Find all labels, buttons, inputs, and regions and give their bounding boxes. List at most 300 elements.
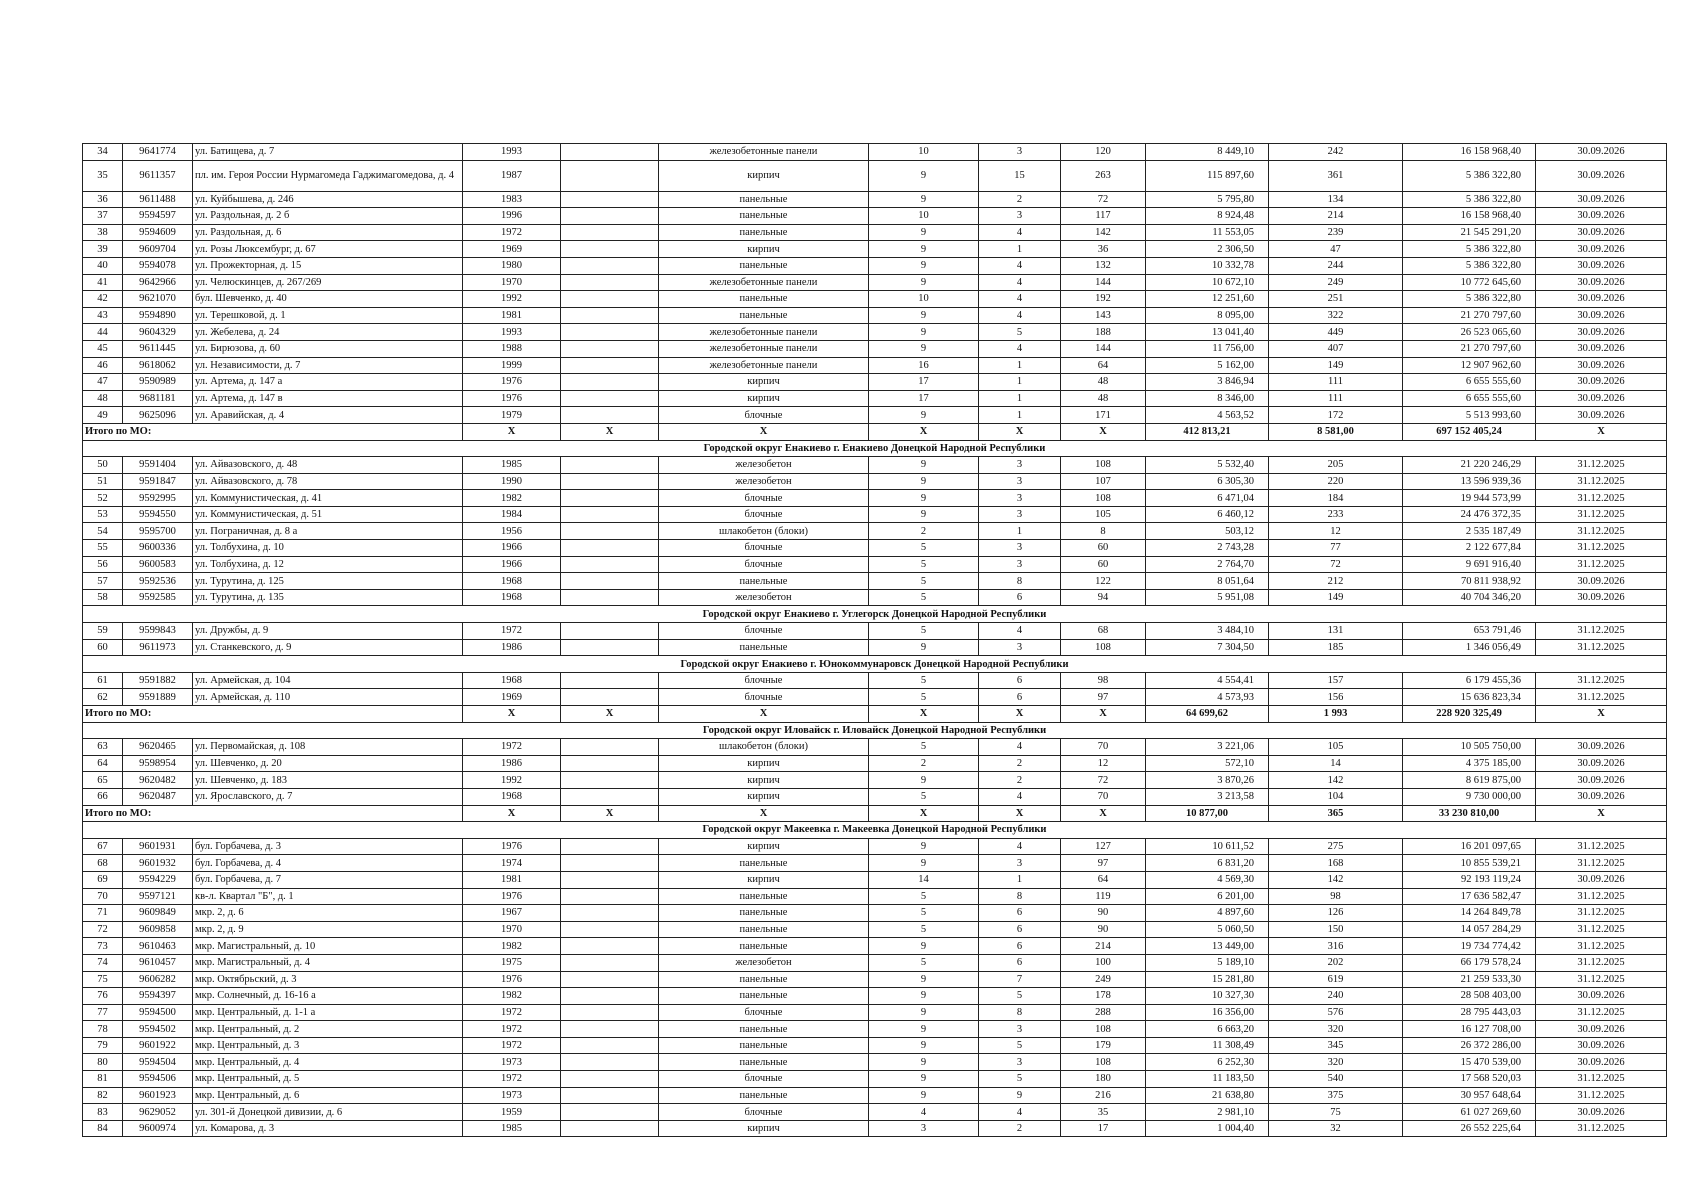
residents-cell: 150: [1269, 921, 1403, 938]
row-number-cell: 64: [83, 755, 123, 772]
floors-cell: 9: [869, 307, 979, 324]
year-built-cell: 1956: [463, 523, 561, 540]
floors-cell: 9: [869, 324, 979, 341]
entrances-cell: 2: [979, 755, 1061, 772]
cost-cell: 14 057 284,29: [1403, 921, 1536, 938]
wall-material-cell: железобетонные панели: [659, 144, 869, 161]
section-header-row: [83, 722, 1667, 739]
row-number-cell: 58: [83, 589, 123, 606]
address-cell: ул. Аравийская, д. 4: [193, 407, 463, 424]
floors-cell: 5: [869, 921, 979, 938]
wall-material-cell: блочные: [659, 1004, 869, 1021]
row-number-cell: 41: [83, 274, 123, 291]
cost-cell: 92 193 119,24: [1403, 871, 1536, 888]
area-cell: 2 981,10: [1146, 1104, 1269, 1121]
cost-cell: 15 470 539,00: [1403, 1054, 1536, 1071]
flats-cell: 97: [1061, 689, 1146, 706]
section-title: Городской округ Енакиево г. Енакиево Донецкой Народной Республики: [83, 440, 1667, 457]
table-row: [83, 888, 1667, 905]
residents-cell: 157: [1269, 672, 1403, 689]
area-cell: 115 897,60: [1146, 160, 1269, 191]
wall-material-cell: блочные: [659, 1104, 869, 1121]
wall-material-cell: кирпич: [659, 241, 869, 258]
address-cell: бул. Горбачева, д. 7: [193, 871, 463, 888]
table-row: [83, 971, 1667, 988]
address-cell: ул. Прожекторная, д. 15: [193, 257, 463, 274]
area-cell: 8 449,10: [1146, 144, 1269, 161]
table-row: [83, 1087, 1667, 1104]
floors-cell: 5: [869, 589, 979, 606]
empty-column-cell: [561, 490, 659, 507]
address-cell: ул. Айвазовского, д. 48: [193, 457, 463, 474]
wall-material-cell: панельные: [659, 855, 869, 872]
wall-material-cell: кирпич: [659, 772, 869, 789]
address-cell: ул. Артема, д. 147 а: [193, 374, 463, 391]
flats-cell: 122: [1061, 573, 1146, 590]
area-cell: 6 201,00: [1146, 888, 1269, 905]
floors-cell: 2: [869, 755, 979, 772]
year-built-cell: 1972: [463, 623, 561, 640]
cost-cell: 24 476 372,35: [1403, 506, 1536, 523]
wall-material-cell: панельные: [659, 1037, 869, 1054]
flats-cell: 97: [1061, 855, 1146, 872]
year-built-cell: 1992: [463, 291, 561, 308]
table-row: [83, 291, 1667, 308]
cost-cell: 26 372 286,00: [1403, 1037, 1536, 1054]
row-number-cell: 60: [83, 639, 123, 656]
table-row: [83, 224, 1667, 241]
floors-cell: 5: [869, 788, 979, 805]
residents-cell: 111: [1269, 374, 1403, 391]
building-code-cell: 9595700: [123, 523, 193, 540]
total-year-built-cell: X: [463, 423, 561, 440]
wall-material-cell: железобетон: [659, 457, 869, 474]
deadline-date-cell: 30.09.2026: [1536, 772, 1667, 789]
empty-column-cell: [561, 208, 659, 225]
entrances-cell: 5: [979, 1037, 1061, 1054]
empty-column-cell: [561, 324, 659, 341]
floors-cell: 5: [869, 540, 979, 557]
wall-material-cell: железобетонные панели: [659, 340, 869, 357]
cost-cell: 5 386 322,80: [1403, 191, 1536, 208]
residents-cell: 375: [1269, 1087, 1403, 1104]
deadline-date-cell: 30.09.2026: [1536, 573, 1667, 590]
total-empty-column-cell: X: [561, 805, 659, 822]
wall-material-cell: блочные: [659, 540, 869, 557]
entrances-cell: 6: [979, 672, 1061, 689]
floors-cell: 9: [869, 224, 979, 241]
empty-column-cell: [561, 788, 659, 805]
area-cell: 11 308,49: [1146, 1037, 1269, 1054]
table-row: [83, 871, 1667, 888]
building-code-cell: 9611488: [123, 191, 193, 208]
deadline-date-cell: 30.09.2026: [1536, 241, 1667, 258]
entrances-cell: 5: [979, 1071, 1061, 1088]
floors-cell: 9: [869, 473, 979, 490]
table-row: [83, 1104, 1667, 1121]
flats-cell: 132: [1061, 257, 1146, 274]
residents-cell: 149: [1269, 589, 1403, 606]
entrances-cell: 3: [979, 144, 1061, 161]
total-flats-cell: X: [1061, 805, 1146, 822]
floors-cell: 5: [869, 689, 979, 706]
area-cell: 8 051,64: [1146, 573, 1269, 590]
residents-cell: 168: [1269, 855, 1403, 872]
residents-cell: 220: [1269, 473, 1403, 490]
building-code-cell: 9594506: [123, 1071, 193, 1088]
floors-cell: 5: [869, 888, 979, 905]
table-row: [83, 905, 1667, 922]
address-cell: ул. Куйбышева, д. 246: [193, 191, 463, 208]
flats-cell: 263: [1061, 160, 1146, 191]
row-number-cell: 48: [83, 390, 123, 407]
building-code-cell: 9594502: [123, 1021, 193, 1038]
year-built-cell: 1968: [463, 573, 561, 590]
flats-cell: 119: [1061, 888, 1146, 905]
year-built-cell: 1972: [463, 1071, 561, 1088]
building-code-cell: 9606282: [123, 971, 193, 988]
building-code-cell: 9590989: [123, 374, 193, 391]
row-number-cell: 62: [83, 689, 123, 706]
wall-material-cell: панельные: [659, 573, 869, 590]
address-cell: ул. Челюскинцев, д. 267/269: [193, 274, 463, 291]
empty-column-cell: [561, 1021, 659, 1038]
address-cell: мкр. Магистральный, д. 4: [193, 954, 463, 971]
address-cell: ул. Армейская, д. 110: [193, 689, 463, 706]
table-row: [83, 191, 1667, 208]
table-row: [83, 954, 1667, 971]
total-entrances-cell: X: [979, 423, 1061, 440]
row-number-cell: 59: [83, 623, 123, 640]
flats-cell: 178: [1061, 988, 1146, 1005]
area-cell: 3 213,58: [1146, 788, 1269, 805]
wall-material-cell: блочные: [659, 689, 869, 706]
entrances-cell: 4: [979, 307, 1061, 324]
empty-column-cell: [561, 855, 659, 872]
cost-cell: 28 508 403,00: [1403, 988, 1536, 1005]
year-built-cell: 1980: [463, 257, 561, 274]
wall-material-cell: панельные: [659, 921, 869, 938]
flats-cell: 64: [1061, 871, 1146, 888]
total-flats-cell: X: [1061, 706, 1146, 723]
deadline-date-cell: 30.09.2026: [1536, 390, 1667, 407]
area-cell: 2 764,70: [1146, 556, 1269, 573]
wall-material-cell: железобетонные панели: [659, 324, 869, 341]
row-number-cell: 34: [83, 144, 123, 161]
table-row: [83, 473, 1667, 490]
building-code-cell: 9591889: [123, 689, 193, 706]
area-cell: 1 004,40: [1146, 1120, 1269, 1137]
deadline-date-cell: 31.12.2025: [1536, 506, 1667, 523]
building-code-cell: 9594397: [123, 988, 193, 1005]
table-row: [83, 407, 1667, 424]
floors-cell: 17: [869, 390, 979, 407]
building-code-cell: 9620465: [123, 739, 193, 756]
row-number-cell: 63: [83, 739, 123, 756]
area-cell: 6 471,04: [1146, 490, 1269, 507]
cost-cell: 16 158 968,40: [1403, 144, 1536, 161]
residents-cell: 251: [1269, 291, 1403, 308]
empty-column-cell: [561, 274, 659, 291]
cost-cell: 17 636 582,47: [1403, 888, 1536, 905]
area-cell: 10 327,30: [1146, 988, 1269, 1005]
wall-material-cell: кирпич: [659, 390, 869, 407]
row-number-cell: 37: [83, 208, 123, 225]
row-number-cell: 42: [83, 291, 123, 308]
area-cell: 13 041,40: [1146, 324, 1269, 341]
residents-cell: 172: [1269, 407, 1403, 424]
building-code-cell: 9592995: [123, 490, 193, 507]
year-built-cell: 1976: [463, 838, 561, 855]
deadline-date-cell: 31.12.2025: [1536, 838, 1667, 855]
total-floors-cell: X: [869, 805, 979, 822]
residents-cell: 98: [1269, 888, 1403, 905]
address-cell: ул. Батищева, д. 7: [193, 144, 463, 161]
total-entrances-cell: X: [979, 805, 1061, 822]
deadline-date-cell: 31.12.2025: [1536, 888, 1667, 905]
wall-material-cell: шлакобетон (блоки): [659, 739, 869, 756]
floors-cell: 9: [869, 1087, 979, 1104]
floors-cell: 5: [869, 954, 979, 971]
entrances-cell: 6: [979, 589, 1061, 606]
year-built-cell: 1973: [463, 1087, 561, 1104]
building-code-cell: 9591404: [123, 457, 193, 474]
deadline-date-cell: 31.12.2025: [1536, 473, 1667, 490]
row-number-cell: 36: [83, 191, 123, 208]
row-number-cell: 77: [83, 1004, 123, 1021]
address-cell: ул. Толбухина, д. 12: [193, 556, 463, 573]
total-wall-material-cell: X: [659, 423, 869, 440]
total-area-cell: 10 877,00: [1146, 805, 1269, 822]
address-cell: ул. Раздольная, д. 6: [193, 224, 463, 241]
total-row: [83, 805, 1667, 822]
address-cell: мкр. 2, д. 9: [193, 921, 463, 938]
area-cell: 6 305,30: [1146, 473, 1269, 490]
residents-cell: 156: [1269, 689, 1403, 706]
floors-cell: 9: [869, 490, 979, 507]
building-code-cell: 9594500: [123, 1004, 193, 1021]
residents-cell: 14: [1269, 755, 1403, 772]
area-cell: 5 060,50: [1146, 921, 1269, 938]
year-built-cell: 1982: [463, 988, 561, 1005]
table-row: [83, 556, 1667, 573]
entrances-cell: 6: [979, 905, 1061, 922]
flats-cell: 36: [1061, 241, 1146, 258]
residents-cell: 214: [1269, 208, 1403, 225]
section-title: Городской округ Енакиево г. Юнокоммунаровск Донецкой Народной Республики: [83, 656, 1667, 673]
address-cell: ул. Первомайская, д. 108: [193, 739, 463, 756]
empty-column-cell: [561, 241, 659, 258]
residents-cell: 202: [1269, 954, 1403, 971]
deadline-date-cell: 31.12.2025: [1536, 689, 1667, 706]
total-deadline-date-cell: X: [1536, 706, 1667, 723]
flats-cell: 17: [1061, 1120, 1146, 1137]
residents-cell: 142: [1269, 871, 1403, 888]
year-built-cell: 1993: [463, 144, 561, 161]
row-number-cell: 49: [83, 407, 123, 424]
cost-cell: 8 619 875,00: [1403, 772, 1536, 789]
cost-cell: 6 179 455,36: [1403, 672, 1536, 689]
section-header-row: [83, 440, 1667, 457]
total-label: Итого по МО:: [83, 706, 463, 723]
entrances-cell: 4: [979, 274, 1061, 291]
table-row: [83, 324, 1667, 341]
empty-column-cell: [561, 1120, 659, 1137]
address-cell: ул. Дружбы, д. 9: [193, 623, 463, 640]
flats-cell: 72: [1061, 191, 1146, 208]
floors-cell: 9: [869, 274, 979, 291]
row-number-cell: 44: [83, 324, 123, 341]
deadline-date-cell: 30.09.2026: [1536, 160, 1667, 191]
entrances-cell: 3: [979, 208, 1061, 225]
row-number-cell: 80: [83, 1054, 123, 1071]
row-number-cell: 51: [83, 473, 123, 490]
row-number-cell: 76: [83, 988, 123, 1005]
table-row: [83, 772, 1667, 789]
address-cell: бул. Горбачева, д. 4: [193, 855, 463, 872]
deadline-date-cell: 30.09.2026: [1536, 755, 1667, 772]
building-code-cell: 9618062: [123, 357, 193, 374]
residents-cell: 345: [1269, 1037, 1403, 1054]
entrances-cell: 7: [979, 971, 1061, 988]
flats-cell: 64: [1061, 357, 1146, 374]
wall-material-cell: кирпич: [659, 788, 869, 805]
area-cell: 6 460,12: [1146, 506, 1269, 523]
empty-column-cell: [561, 357, 659, 374]
wall-material-cell: панельные: [659, 888, 869, 905]
total-row: [83, 706, 1667, 723]
flats-cell: 179: [1061, 1037, 1146, 1054]
address-cell: ул. Комарова, д. 3: [193, 1120, 463, 1137]
table-row: [83, 788, 1667, 805]
floors-cell: 9: [869, 241, 979, 258]
empty-column-cell: [561, 689, 659, 706]
area-cell: 4 573,93: [1146, 689, 1269, 706]
flats-cell: 143: [1061, 307, 1146, 324]
year-built-cell: 1967: [463, 905, 561, 922]
residents-cell: 12: [1269, 523, 1403, 540]
flats-cell: 108: [1061, 457, 1146, 474]
flats-cell: 142: [1061, 224, 1146, 241]
year-built-cell: 1985: [463, 1120, 561, 1137]
wall-material-cell: шлакобетон (блоки): [659, 523, 869, 540]
cost-cell: 6 655 555,60: [1403, 374, 1536, 391]
deadline-date-cell: 30.09.2026: [1536, 1037, 1667, 1054]
cost-cell: 10 772 645,60: [1403, 274, 1536, 291]
table-row: [83, 274, 1667, 291]
area-cell: 5 189,10: [1146, 954, 1269, 971]
building-code-cell: 9621070: [123, 291, 193, 308]
table-row: [83, 160, 1667, 191]
floors-cell: 9: [869, 838, 979, 855]
empty-column-cell: [561, 1104, 659, 1121]
year-built-cell: 1987: [463, 160, 561, 191]
floors-cell: 9: [869, 639, 979, 656]
address-cell: мкр. Центральный, д. 5: [193, 1071, 463, 1088]
residents-cell: 142: [1269, 772, 1403, 789]
building-code-cell: 9611445: [123, 340, 193, 357]
cost-cell: 19 944 573,99: [1403, 490, 1536, 507]
year-built-cell: 1985: [463, 457, 561, 474]
area-cell: 5 162,00: [1146, 357, 1269, 374]
flats-cell: 108: [1061, 639, 1146, 656]
residents-cell: 242: [1269, 144, 1403, 161]
building-code-cell: 9642966: [123, 274, 193, 291]
empty-column-cell: [561, 639, 659, 656]
floors-cell: 3: [869, 1120, 979, 1137]
address-cell: ул. Коммунистическая, д. 51: [193, 506, 463, 523]
total-label: Итого по МО:: [83, 805, 463, 822]
deadline-date-cell: 31.12.2025: [1536, 556, 1667, 573]
building-code-cell: 9620482: [123, 772, 193, 789]
area-cell: 8 924,48: [1146, 208, 1269, 225]
residents-cell: 72: [1269, 556, 1403, 573]
year-built-cell: 1975: [463, 954, 561, 971]
deadline-date-cell: 30.09.2026: [1536, 788, 1667, 805]
floors-cell: 9: [869, 988, 979, 1005]
deadline-date-cell: 30.09.2026: [1536, 324, 1667, 341]
deadline-date-cell: 30.09.2026: [1536, 144, 1667, 161]
deadline-date-cell: 31.12.2025: [1536, 1004, 1667, 1021]
housing-register-table: [82, 143, 1667, 1137]
floors-cell: 10: [869, 291, 979, 308]
empty-column-cell: [561, 871, 659, 888]
row-number-cell: 35: [83, 160, 123, 191]
row-number-cell: 79: [83, 1037, 123, 1054]
address-cell: мкр. Центральный, д. 6: [193, 1087, 463, 1104]
deadline-date-cell: 30.09.2026: [1536, 407, 1667, 424]
floors-cell: 9: [869, 457, 979, 474]
entrances-cell: 5: [979, 988, 1061, 1005]
deadline-date-cell: 31.12.2025: [1536, 639, 1667, 656]
wall-material-cell: железобетон: [659, 473, 869, 490]
year-built-cell: 1976: [463, 390, 561, 407]
table-row: [83, 340, 1667, 357]
flats-cell: 214: [1061, 938, 1146, 955]
area-cell: 2 306,50: [1146, 241, 1269, 258]
building-code-cell: 9604329: [123, 324, 193, 341]
area-cell: 10 332,78: [1146, 257, 1269, 274]
address-cell: ул. Шевченко, д. 20: [193, 755, 463, 772]
entrances-cell: 6: [979, 954, 1061, 971]
flats-cell: 144: [1061, 340, 1146, 357]
table-row: [83, 374, 1667, 391]
floors-cell: 9: [869, 772, 979, 789]
wall-material-cell: железобетон: [659, 589, 869, 606]
floors-cell: 4: [869, 1104, 979, 1121]
deadline-date-cell: 30.09.2026: [1536, 191, 1667, 208]
empty-column-cell: [561, 257, 659, 274]
floors-cell: 9: [869, 1054, 979, 1071]
entrances-cell: 3: [979, 490, 1061, 507]
year-built-cell: 1986: [463, 639, 561, 656]
year-built-cell: 1969: [463, 241, 561, 258]
address-cell: мкр. Солнечный, д. 16-16 а: [193, 988, 463, 1005]
floors-cell: 9: [869, 1071, 979, 1088]
building-code-cell: 9594609: [123, 224, 193, 241]
flats-cell: 90: [1061, 905, 1146, 922]
floors-cell: 5: [869, 672, 979, 689]
cost-cell: 16 158 968,40: [1403, 208, 1536, 225]
entrances-cell: 1: [979, 390, 1061, 407]
row-number-cell: 70: [83, 888, 123, 905]
cost-cell: 21 259 533,30: [1403, 971, 1536, 988]
address-cell: мкр. Центральный, д. 4: [193, 1054, 463, 1071]
total-residents-cell: 1 993: [1269, 706, 1403, 723]
entrances-cell: 3: [979, 1054, 1061, 1071]
floors-cell: 10: [869, 208, 979, 225]
row-number-cell: 56: [83, 556, 123, 573]
